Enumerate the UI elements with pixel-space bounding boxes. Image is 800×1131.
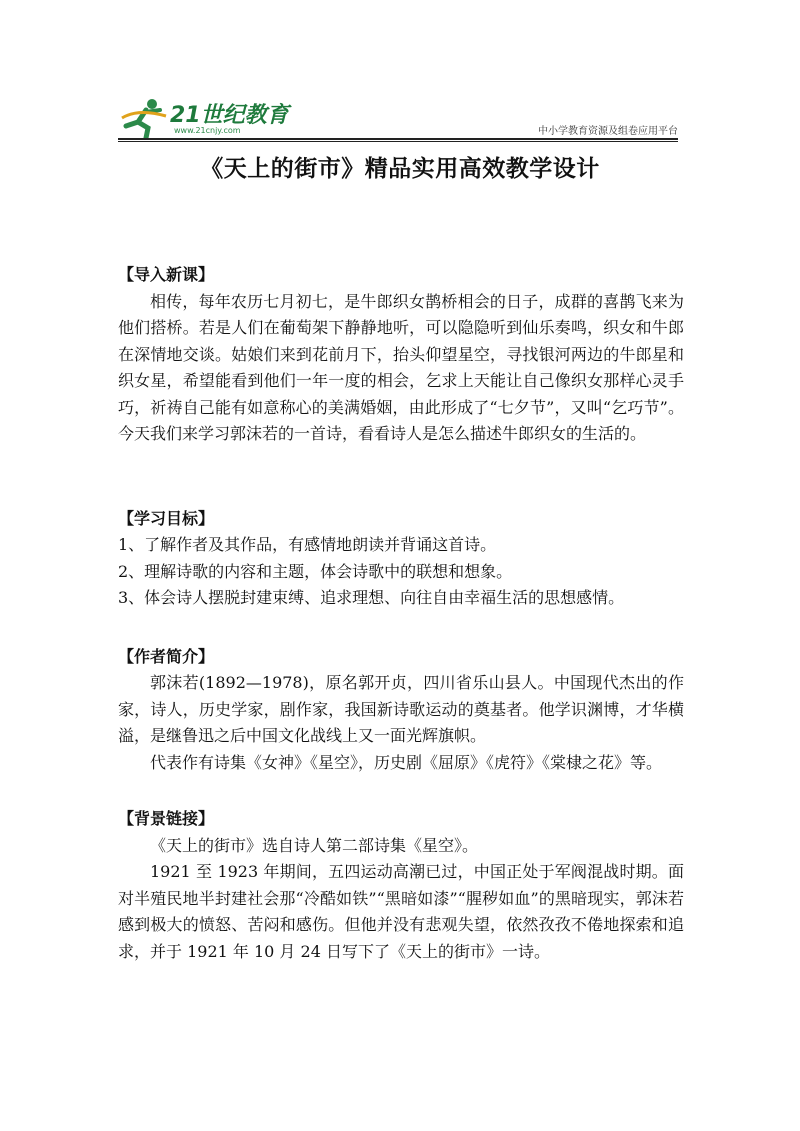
goal-item: 3、体会诗人摆脱封建束缚、追求理想、向往自由幸福生活的思想感情。: [118, 588, 625, 607]
header-divider-thin: [118, 141, 678, 142]
logo-url: www.21cnjy.com: [174, 126, 241, 135]
logo: [118, 96, 289, 140]
author-paragraph: 郭沫若(1892—1978)，原名郭开贞，四川省乐山县人。中国现代杰出的作家，诗人，历史学家，剧作家，我国新诗歌运动的奠基者。他学识渊博，才华横溢，是继鲁迅之后中国文化战线上又一面光辉旗帜。: [118, 673, 684, 745]
document-title: 《天上的街市》精品实用高效教学设计: [200, 155, 600, 182]
logo-text: 21世纪教育: [170, 103, 289, 128]
page-header: [118, 96, 678, 142]
section-heading-background: 【背景链接】: [118, 809, 215, 828]
section-heading-goals: 【学习目标】: [118, 508, 215, 528]
goal-item: 2、理解诗歌的内容和主题，体会诗歌中的联想和想象。: [118, 561, 513, 581]
author-works-paragraph: 代表作有诗集《女神》《星空》，历史剧《屈原》《虎符》《棠棣之花》等。: [150, 752, 663, 772]
intro-paragraph: 相传，每年农历七月初七，是牛郎织女鹊桥相会的日子，成群的喜鹊飞来为他们搭桥。若是人们在葡萄架下静静地听，可以隐隐听到仙乐奏鸣，织女和牛郎在深情地交谈。姑娘们来到花前月下，抬头仰望星空，寻找银河两边的牛郎星和织女星，希望能看到他们一年一度的相会，乞求上天能让自己像织女那样心灵手巧，祈祷自己能有如意称心的美满婚姻，由此形成了“七夕节”，又叫“乞巧节”。今天我们来学习郭沫若的一首诗，看看诗人是怎么描述牛郎织女的生活的。: [118, 291, 684, 443]
background-paragraph: 《天上的街市》选自诗人第二部诗集《星空》。: [150, 835, 479, 855]
header-divider: [118, 138, 678, 140]
platform-label: 中小学教育资源及组卷应用平台: [538, 126, 678, 137]
runner-logo-icon: [118, 96, 170, 140]
goal-item: 1、了解作者及其作品，有感情地朗读并背诵这首诗。: [118, 535, 497, 554]
section-heading-intro: 【导入新课】: [118, 265, 215, 284]
document-body: [118, 262, 684, 965]
background-history-paragraph: 1921 至 1923 年期间，五四运动高潮已过，中国正处于军阀混战时期。面对半殖民地半封建社会那“冷酷如铁”“黑暗如漆”“腥秽如血”的黑暗现实，郭沫若感到极大的愤怒、苦闷和感伤。但他并没有悲观失望，依然孜孜不倦地探索和追求，并于 1921 年 10 月 24 日写下了《天上的街市》一诗。: [118, 862, 684, 961]
section-heading-author: 【作者简介】: [118, 646, 215, 666]
